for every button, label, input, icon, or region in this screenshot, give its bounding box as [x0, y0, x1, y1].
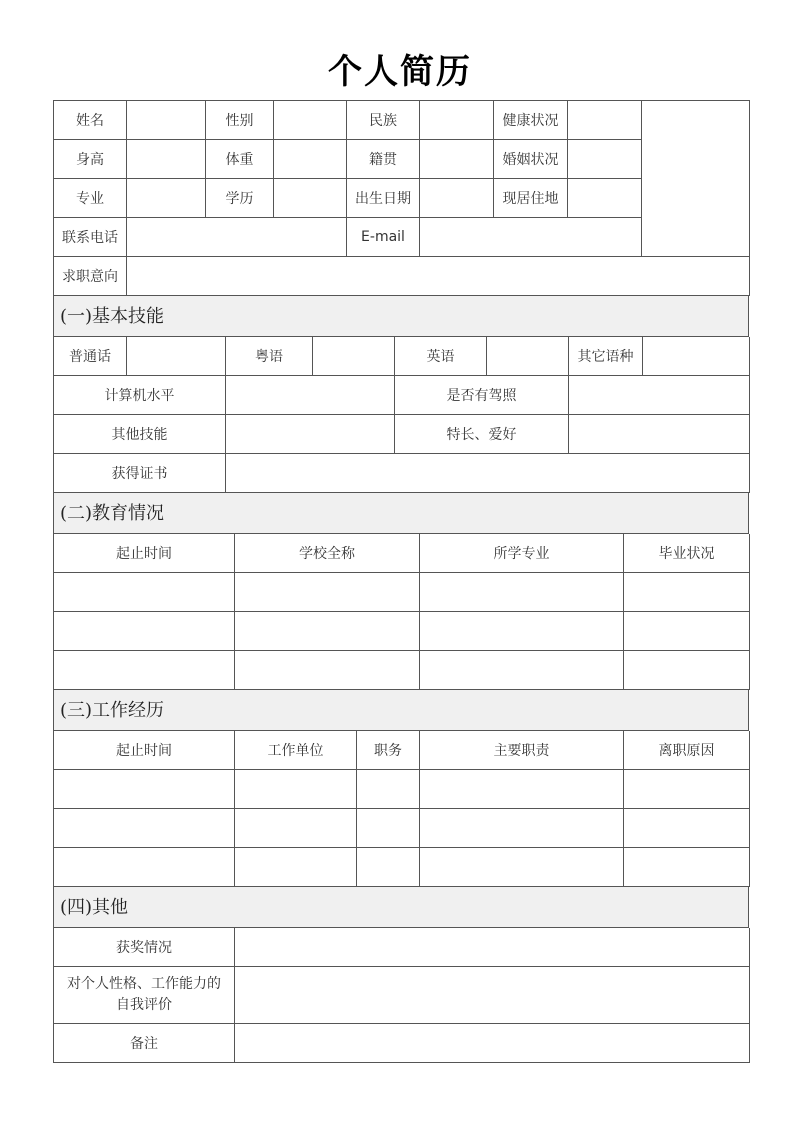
mandarin-label: 普通话: [54, 337, 127, 376]
english-label: 英语: [395, 337, 487, 376]
edu-header-major: 所学专业: [420, 534, 624, 573]
basic-info-table: [53, 100, 750, 296]
work-cell[interactable]: [420, 809, 624, 848]
skills-table: [53, 337, 750, 493]
edu-cell[interactable]: [624, 612, 750, 651]
cantonese-field[interactable]: [313, 337, 395, 376]
education-label: 学历: [206, 179, 274, 218]
edu-header-school: 学校全称: [235, 534, 420, 573]
edu-cell[interactable]: [235, 612, 420, 651]
resume-form: [53, 100, 749, 1063]
education-field[interactable]: [274, 179, 347, 218]
section-other-heading: (四)其他: [53, 887, 749, 928]
edu-cell[interactable]: [54, 651, 235, 690]
gender-label: 性别: [206, 101, 274, 140]
other-table: [53, 928, 750, 1063]
work-cell[interactable]: [624, 770, 750, 809]
section-education-heading: (二)教育情况: [53, 493, 749, 534]
driver-license-label: 是否有驾照: [395, 376, 569, 415]
hobbies-label: 特长、爱好: [395, 415, 569, 454]
residence-label: 现居住地: [494, 179, 568, 218]
self-eval-line1: 对个人性格、工作能力的: [67, 976, 221, 992]
email-label: E-mail: [347, 218, 420, 257]
work-cell[interactable]: [235, 809, 357, 848]
cantonese-label: 粤语: [226, 337, 313, 376]
edu-header-period: 起止时间: [54, 534, 235, 573]
self-evaluation-field[interactable]: [235, 967, 750, 1024]
section-skills-heading: (一)基本技能: [53, 296, 749, 337]
edu-cell[interactable]: [624, 651, 750, 690]
photo-area[interactable]: [642, 101, 750, 257]
remarks-field[interactable]: [235, 1024, 750, 1063]
native-place-label: 籍贯: [347, 140, 420, 179]
edu-cell[interactable]: [624, 573, 750, 612]
edu-cell[interactable]: [235, 651, 420, 690]
other-skills-field[interactable]: [226, 415, 395, 454]
work-header-leave-reason: 离职原因: [624, 731, 750, 770]
edu-cell[interactable]: [420, 612, 624, 651]
ethnicity-field[interactable]: [420, 101, 494, 140]
education-table: [53, 534, 750, 690]
work-table: [53, 731, 750, 887]
table-row: [54, 573, 750, 612]
phone-field[interactable]: [127, 218, 347, 257]
remarks-label: 备注: [54, 1024, 235, 1063]
table-row: [54, 770, 750, 809]
mandarin-field[interactable]: [127, 337, 226, 376]
work-cell[interactable]: [54, 848, 235, 887]
marital-field[interactable]: [568, 140, 642, 179]
work-header-position: 职务: [357, 731, 420, 770]
edu-cell[interactable]: [54, 612, 235, 651]
work-cell[interactable]: [624, 848, 750, 887]
weight-label: 体重: [206, 140, 274, 179]
certificates-field[interactable]: [226, 454, 750, 493]
driver-license-field[interactable]: [569, 376, 750, 415]
work-header-duties: 主要职责: [420, 731, 624, 770]
native-place-field[interactable]: [420, 140, 494, 179]
name-field[interactable]: [127, 101, 206, 140]
major-label: 专业: [54, 179, 127, 218]
name-label: 姓名: [54, 101, 127, 140]
work-cell[interactable]: [420, 770, 624, 809]
section-work-heading: (三)工作经历: [53, 690, 749, 731]
edu-cell[interactable]: [54, 573, 235, 612]
birthdate-label: 出生日期: [347, 179, 420, 218]
height-label: 身高: [54, 140, 127, 179]
awards-field[interactable]: [235, 928, 750, 967]
birthdate-field[interactable]: [420, 179, 494, 218]
table-row: [54, 612, 750, 651]
other-lang-label: 其它语种: [569, 337, 643, 376]
table-row: [54, 809, 750, 848]
residence-field[interactable]: [568, 179, 642, 218]
edu-cell[interactable]: [420, 651, 624, 690]
edu-header-graduation: 毕业状况: [624, 534, 750, 573]
work-cell[interactable]: [357, 809, 420, 848]
major-field[interactable]: [127, 179, 206, 218]
job-intent-label: 求职意向: [54, 257, 127, 296]
phone-label: 联系电话: [54, 218, 127, 257]
table-row: [54, 848, 750, 887]
computer-label: 计算机水平: [54, 376, 226, 415]
marital-label: 婚姻状况: [494, 140, 568, 179]
work-cell[interactable]: [235, 848, 357, 887]
work-cell[interactable]: [357, 770, 420, 809]
computer-field[interactable]: [226, 376, 395, 415]
weight-field[interactable]: [274, 140, 347, 179]
height-field[interactable]: [127, 140, 206, 179]
other-lang-field[interactable]: [643, 337, 750, 376]
work-cell[interactable]: [54, 809, 235, 848]
awards-label: 获奖情况: [54, 928, 235, 967]
work-header-employer: 工作单位: [235, 731, 357, 770]
table-row: [54, 651, 750, 690]
work-cell[interactable]: [54, 770, 235, 809]
hobbies-field[interactable]: [569, 415, 750, 454]
work-cell[interactable]: [357, 848, 420, 887]
health-label: 健康状况: [494, 101, 568, 140]
self-eval-line2: 自我评价: [116, 997, 172, 1013]
other-skills-label: 其他技能: [54, 415, 226, 454]
certificates-label: 获得证书: [54, 454, 226, 493]
edu-cell[interactable]: [235, 573, 420, 612]
health-field[interactable]: [568, 101, 642, 140]
gender-field[interactable]: [274, 101, 347, 140]
page-title: 个人简历: [328, 52, 472, 92]
email-field[interactable]: [420, 218, 642, 257]
edu-cell[interactable]: [420, 573, 624, 612]
english-field[interactable]: [487, 337, 569, 376]
work-cell[interactable]: [420, 848, 624, 887]
work-header-period: 起止时间: [54, 731, 235, 770]
self-evaluation-label: [54, 967, 235, 1024]
ethnicity-label: 民族: [347, 101, 420, 140]
work-cell[interactable]: [235, 770, 357, 809]
job-intent-field[interactable]: [127, 257, 750, 296]
work-cell[interactable]: [624, 809, 750, 848]
